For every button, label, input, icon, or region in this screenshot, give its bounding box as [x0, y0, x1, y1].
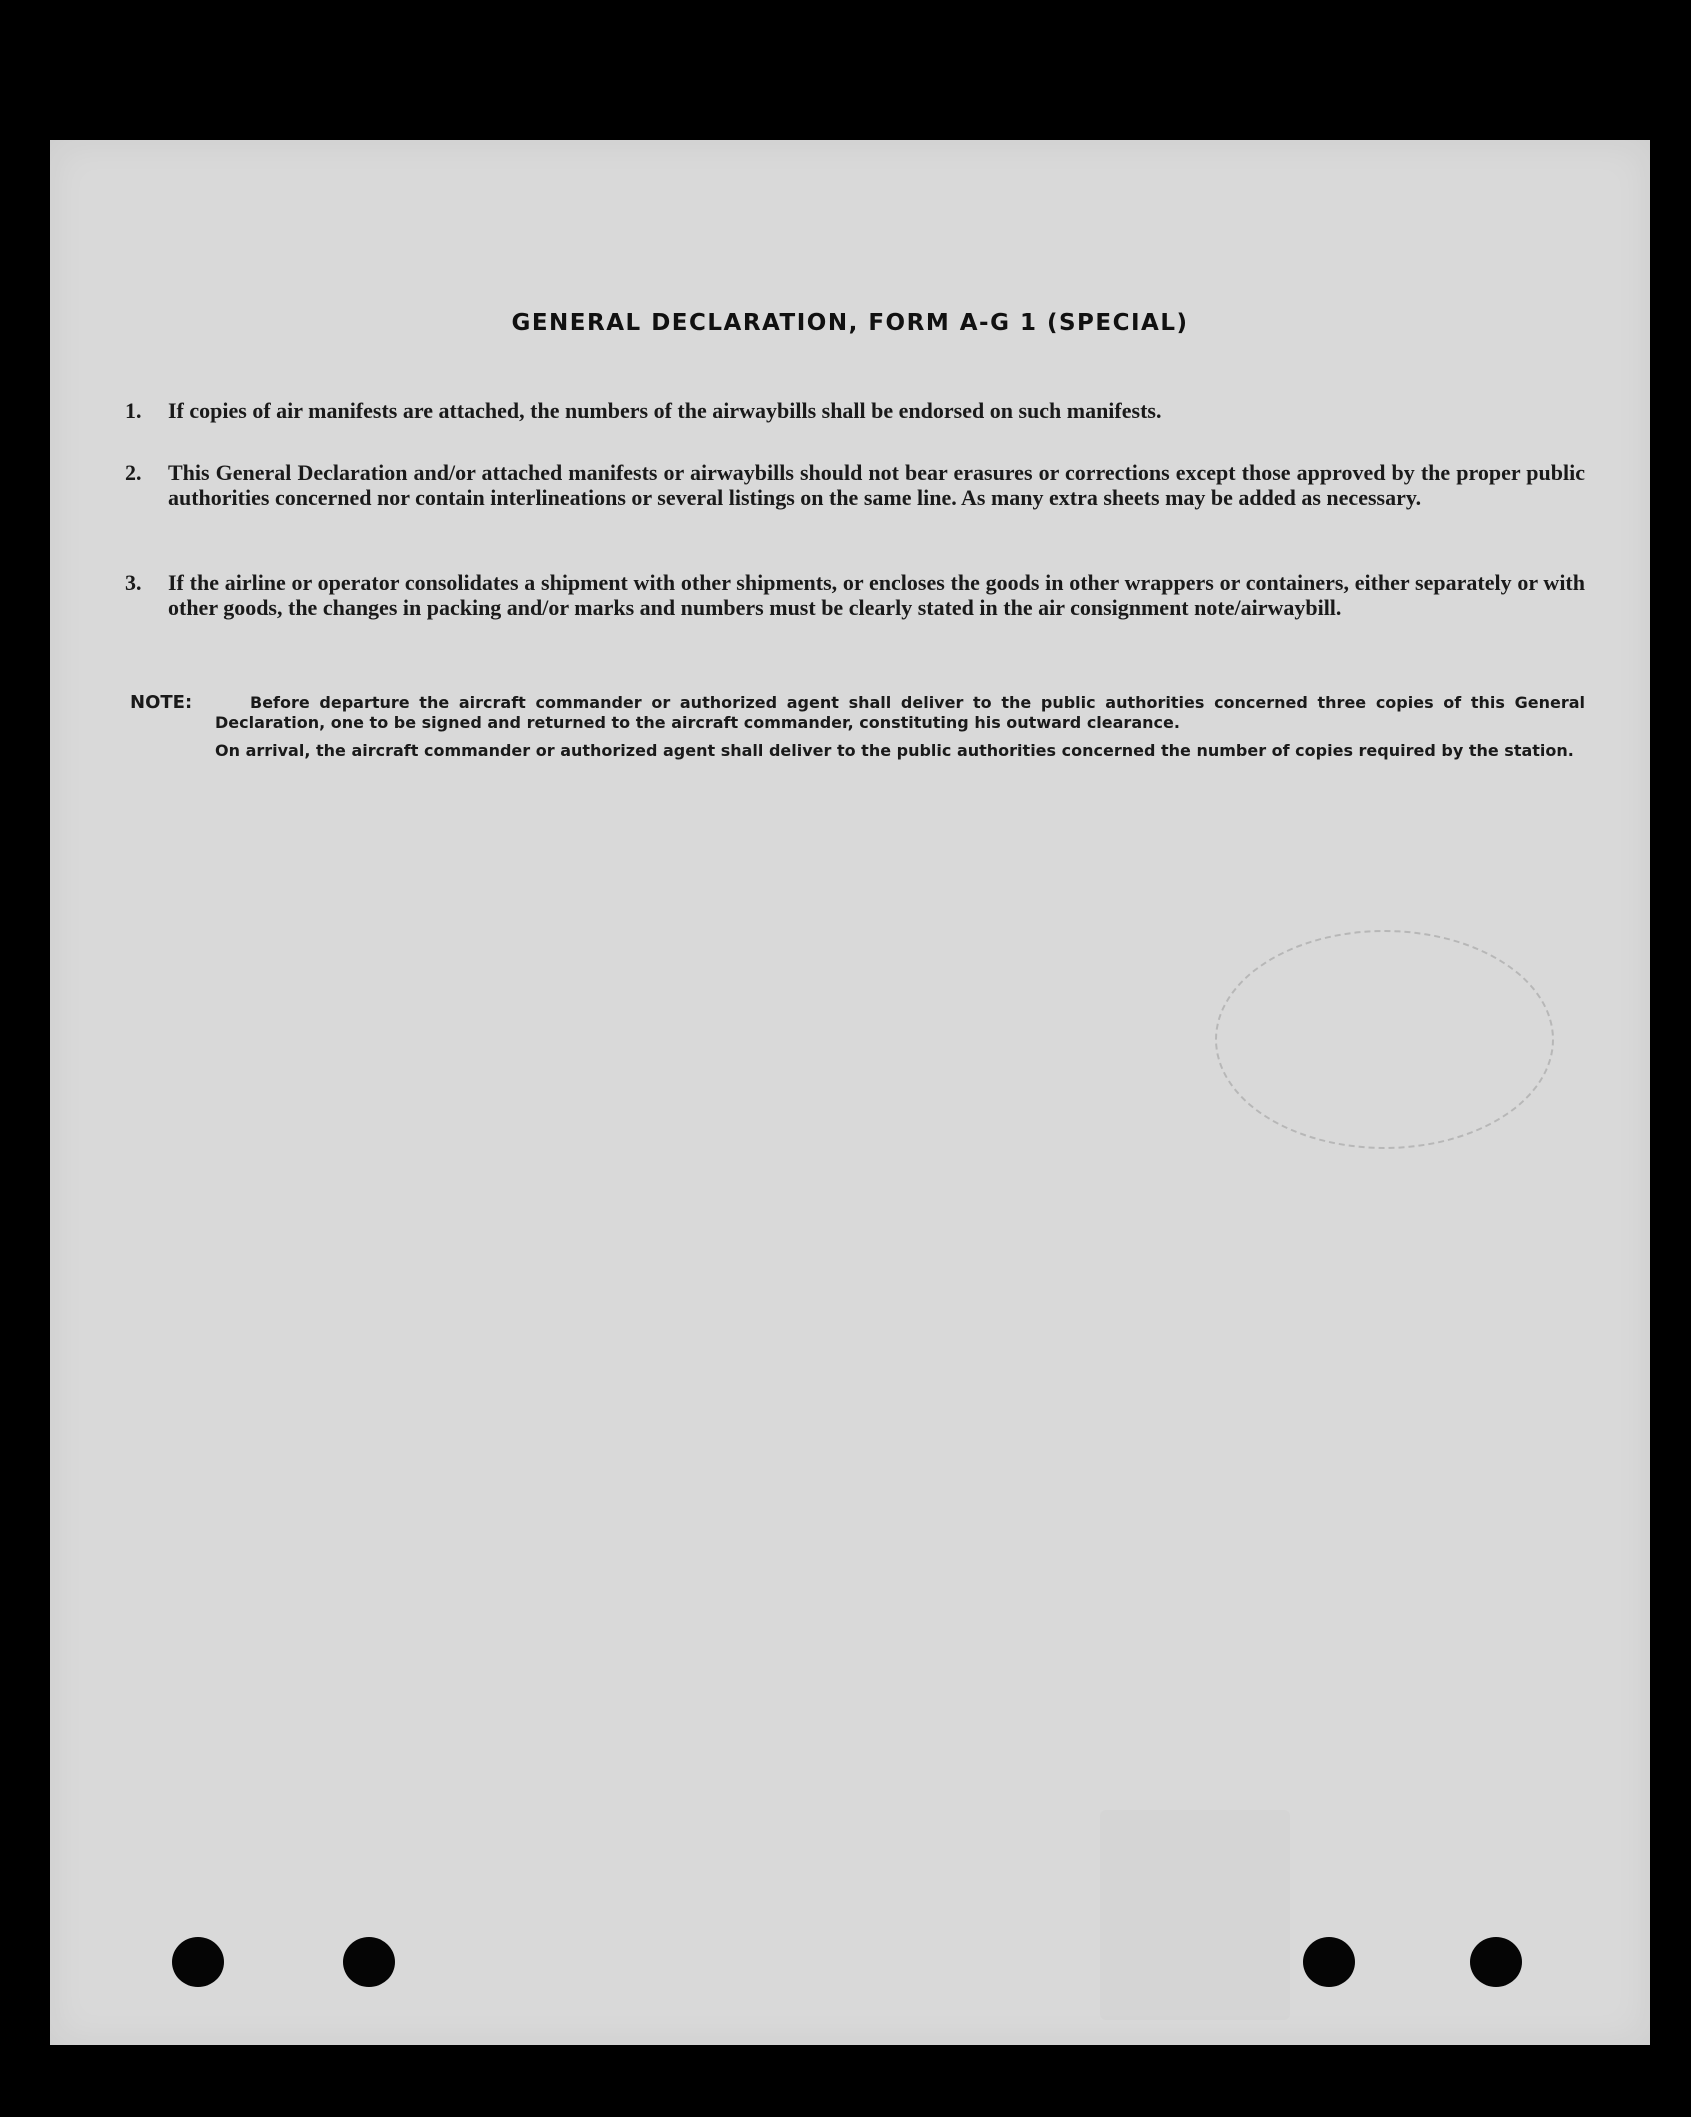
item-number: 3.: [125, 570, 142, 595]
item-number: 2.: [125, 460, 142, 485]
instruction-item-1: [125, 398, 1585, 423]
note-section: [130, 693, 1630, 761]
punch-hole-icon: [1470, 1937, 1522, 1987]
punch-hole-icon: [1303, 1937, 1355, 1987]
faded-stamp-mark: [1215, 930, 1554, 1149]
item-text: If copies of air manifests are attached, the numbers of the airwaybills shall be endorsed on such manifests.: [168, 398, 1162, 423]
note-label: NOTE:: [130, 692, 193, 713]
punch-hole-icon: [343, 1937, 395, 1987]
paper-smudge: [1100, 1810, 1290, 2020]
punch-hole-icon: [172, 1937, 224, 1987]
instruction-item-2: [125, 460, 1585, 510]
instruction-item-3: [125, 570, 1585, 620]
note-paragraph-departure: Before departure the aircraft commander or authorized agent shall deliver to the public authorities concerned three copies of this General Declaration, one to be signed and returned to the aircraft commander, constituting his outward clearance.: [215, 693, 1585, 732]
item-text: If the airline or operator consolidates a shipment with other shipments, or encloses the goods in other wrappers or containers, either separately or with other goods, the changes in packing and/or marks and numbers must be clearly stated in the air consignment note/airwaybill.: [168, 570, 1585, 620]
form-title: GENERAL DECLARATION, FORM A-G 1 (SPECIAL): [511, 310, 1189, 336]
note-body: [215, 693, 1585, 761]
note-paragraph-arrival: On arrival, the aircraft commander or authorized agent shall deliver to the public authorities concerned the number of copies required by the station.: [215, 741, 1574, 760]
document-page: [50, 140, 1650, 2045]
item-text: This General Declaration and/or attached manifests or airwaybills should not bear erasures or corrections except those approved by the proper public authorities concerned nor contain interlineations or several listings on the same line. As many extra sheets may be added as necessary.: [168, 460, 1585, 510]
item-number: 1.: [125, 398, 142, 423]
